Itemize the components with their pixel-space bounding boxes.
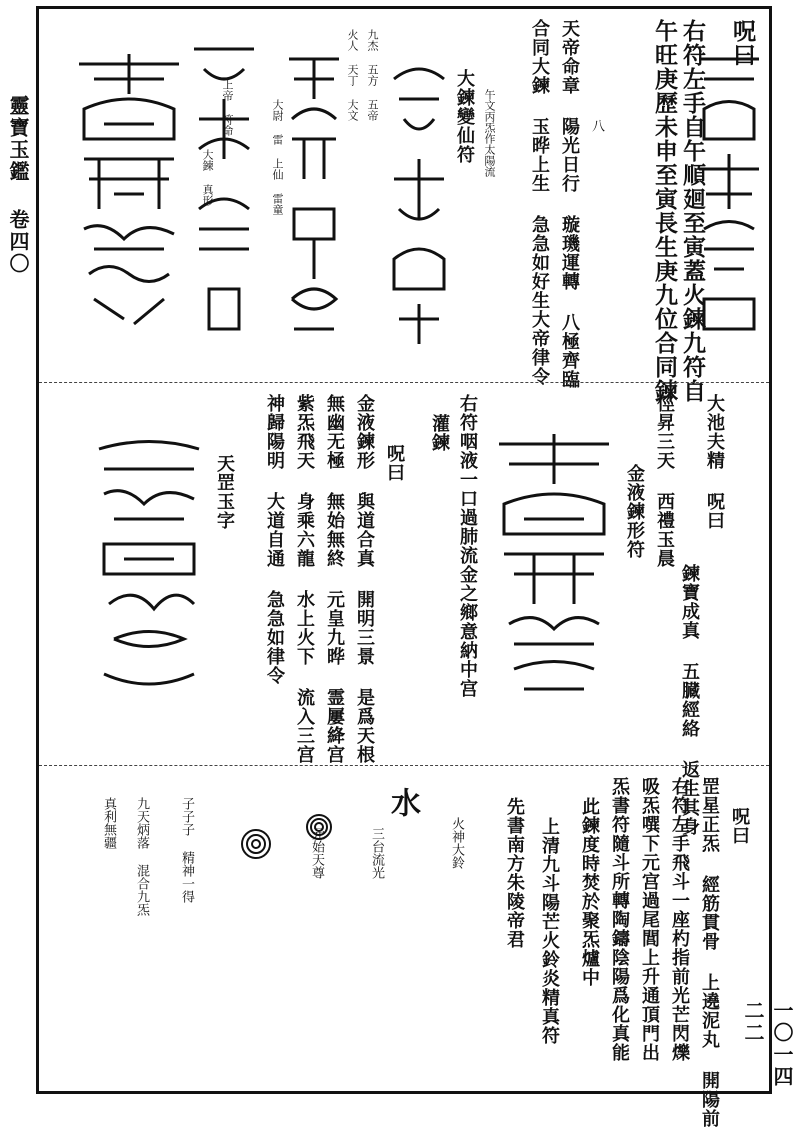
panel-top [39,9,769,403]
text-col-4: 天帝命章 陽光日行 璇璣運轉 八極齊臨 [559,19,580,389]
text-col-5: 合同大鍊 玉晔上生 急急如好生大帝律令 [529,19,550,386]
annotation-3: 大尉 雷 上仙 雷童 [271,99,284,215]
talisman-glyph-small [384,49,454,349]
text-col-p2-7: 金液鍊形 與道合真 開明三景 是爲天根 [354,394,375,764]
text-col-p2-4: 右符咽液一口過肺流金之鄉意納中宫 [457,394,478,698]
talisman-glyph-narrow [189,29,259,359]
large-seal-talisman-1 [74,49,184,339]
annotation-5: 大鍊 真形 [201,149,214,206]
text-col-p3-8: 先書南方朱陵帝君 [504,797,525,949]
divider-2 [39,765,769,766]
large-seal-talisman-2 [694,39,764,339]
text-col-3: 午旺庚歷未申至寅長生庚九位合同鍊 [651,19,678,403]
text-col-p2-10: 神歸陽明 大道自通 急急如律令 [264,394,285,685]
text-col-2: 右符左手自午順廻至寅蓋火鍊九符自 [679,19,706,403]
text-col-p2-1: 大池夫精 呪曰 [704,394,725,530]
text-col-p3-3: 右符左手飛斗一座杓指前光芒閃爍 [669,777,690,1062]
text-col-p3-10: 水 [385,787,420,818]
text-col-p2-3: 金液鍊形符 [624,464,645,559]
text-col-p3-9: 火神大鈴 [449,817,464,869]
text-col-p3-5: 炁書符隨斗所轉陶鑄陰陽爲化真能 [609,777,630,1062]
large-seal-talisman-4 [94,434,204,704]
text-col-p3-1: 呪曰 [729,807,750,845]
text-col-p2-5: 灌鍊 [429,414,450,452]
text-col-p2-2: 俓昇三天 西禮玉晨 [654,394,675,568]
text-col-p2-8: 無幽无極 無始無終 元皇九晔 霊屢絳宫 [324,394,345,764]
text-col-p3-4: 吸炁噀下元宫過尾閭上升通頂門出 [639,777,660,1062]
text-col-p3-7: 上清九斗陽芒火鈴炎精真符 [539,817,560,1045]
page-number: 一〇一四二二 [741,1000,794,1088]
text-col-1: 呪曰 [729,19,756,67]
text-col-p2-11: 天罡玉字 [214,454,235,530]
text-col-p3-2: 罡星正炁 經筋貫骨 上遶泥丸 開陽前 [699,777,720,1128]
panel-bottom [39,767,769,1128]
text-col-p3-12: 元始天尊 [309,827,324,879]
text-col-p3-14: 九天炳落 混合九炁 [134,797,149,916]
text-col-p3-13: 子子子 精神一得 [179,797,194,903]
annotation-1: 九杰 五方 五帝 [366,29,379,121]
book-title: 靈寶玉鑑 卷四〇 [6,95,30,275]
left-margin [0,0,32,1097]
subnote: 午文丙炁作太陽流 [483,89,496,177]
page-frame [36,6,772,1128]
note-mark: 八 [589,119,604,132]
talisman-glyph-middle [284,39,344,359]
spiral-talisman-2 [239,827,273,861]
text-col-p3-6: 此鍊度時焚於聚炁爐中 [579,797,600,987]
text-col-6: 大鍊變仙符 [454,69,475,164]
text-col-p2-9: 紫炁飛天 身乘六龍 水上火下 流入三宫 [294,394,315,764]
text-col-p2-6: 呪曰 [384,444,405,482]
text-col-p2-extra: 鍊寶成真 五臓經絡 返生其身 [679,564,700,836]
annotation-4: 上帝 符命 [221,79,234,136]
text-col-p3-11: 三台流光 [369,827,384,879]
annotation-2: 火人 天丁 大文 [346,29,359,121]
divider-1 [39,382,769,383]
large-seal-talisman-3 [494,424,614,704]
text-col-p3-15: 真利無疆 [101,797,116,849]
spiral-talisman-1 [304,812,334,842]
